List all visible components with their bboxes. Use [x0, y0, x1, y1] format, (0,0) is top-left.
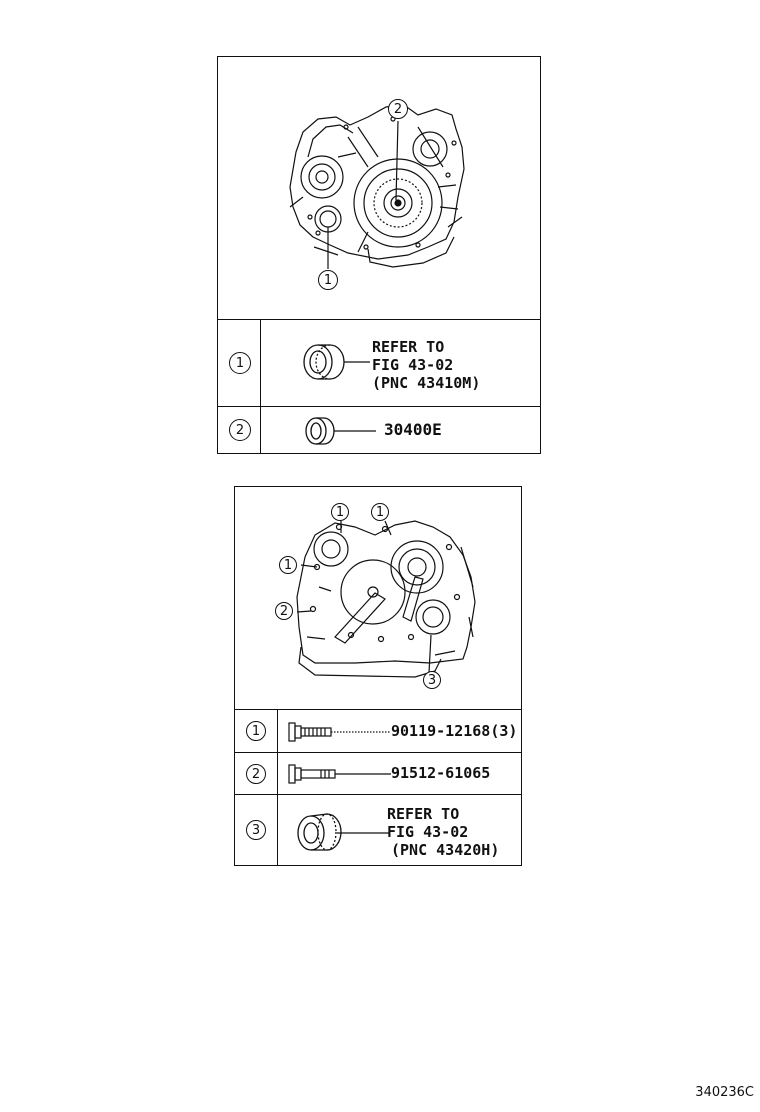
callout-2: 2 [275, 602, 293, 620]
part-number-text: 90119-12168(3) [391, 722, 518, 740]
refer-to-text: REFER TO [387, 805, 460, 823]
callout-1: 1 [371, 503, 389, 521]
row-number-cell [235, 795, 278, 865]
row-number-3: 3 [246, 820, 266, 840]
callout-1: 1 [331, 503, 349, 521]
parts-row-1 [218, 319, 540, 406]
transaxle-front-illustration [218, 57, 540, 319]
fig-ref-text: FIG 43-02 [387, 823, 469, 841]
callout-1: 1 [279, 556, 297, 574]
oil-seal-icon [298, 340, 378, 386]
callout-2: 2 [388, 99, 408, 119]
pnc-text: (PNC 43420H) [391, 841, 500, 859]
callout-3: 3 [423, 671, 441, 689]
callout-1: 1 [318, 270, 338, 290]
refer-to-text: REFER TO [372, 338, 445, 356]
row-number-1: 1 [246, 721, 266, 741]
parts-panel-2 [234, 486, 522, 866]
row-number-cell [235, 710, 278, 752]
row-number-2: 2 [246, 764, 266, 784]
parts-row-2 [235, 752, 521, 794]
part-number-text: 91512-61065 [391, 764, 491, 782]
part-number-text: 30400E [384, 420, 442, 439]
parts-panel-1 [217, 56, 541, 454]
bolt-icon [287, 720, 397, 744]
oil-seal-icon [293, 809, 393, 855]
figure-id: 340236C [695, 1085, 754, 1100]
bolt-icon [287, 762, 397, 786]
row-number-1: 1 [229, 352, 251, 374]
row-number-cell [235, 753, 278, 794]
row-number-cell [218, 407, 261, 453]
parts-row-2 [218, 406, 540, 453]
row-number-cell [218, 320, 261, 406]
parts-row-1 [235, 709, 521, 752]
row-number-2: 2 [229, 419, 251, 441]
oil-seal-icon [302, 415, 382, 447]
parts-row-3 [235, 794, 521, 865]
fig-ref-text: FIG 43-02 [372, 356, 454, 374]
pnc-text: (PNC 43410M) [372, 374, 481, 392]
